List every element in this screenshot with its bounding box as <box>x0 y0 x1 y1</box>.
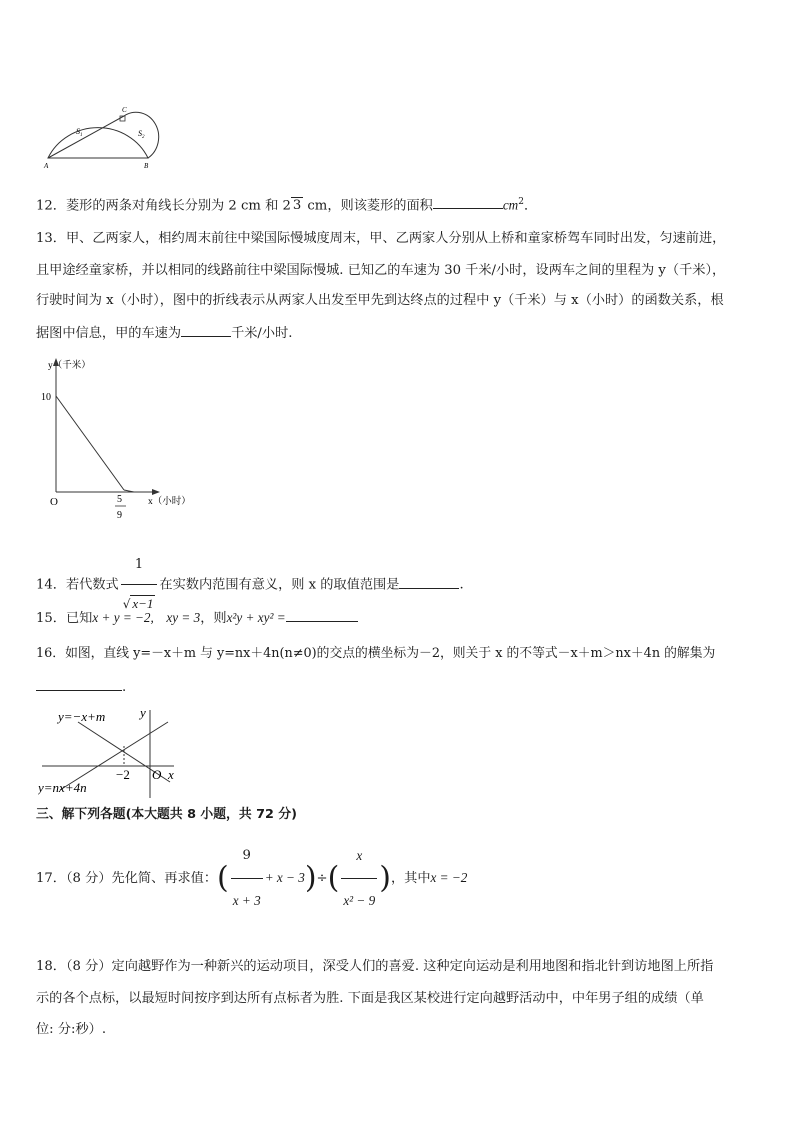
fraction-q14: $\frac{1}{√ x-1}$ <box>121 546 158 624</box>
label-line1: y=−x+m <box>58 709 106 724</box>
label-s2: $S_2$ <box>138 129 145 140</box>
question-13-line2: 且甲途经童家桥，并以相同的线路前往中梁国际慢城. 已知乙的车速为 30 千米/小时，设两车之间的里程为 y（千米）， <box>36 263 726 278</box>
question-16-line2: . <box>36 677 126 697</box>
chord-ac <box>48 116 124 158</box>
origin-label: O <box>50 496 58 508</box>
question-18-line1: 18．（8 分）定向越野作为一种新兴的运动项目，深受人们的喜爱. 这种定向运动是利用地图和指北针到访地图上所指 <box>36 959 714 974</box>
section-3-title: 三、解下列各题(本大题共 8 小题，共 72 分) <box>36 807 297 822</box>
fraction-q17-2: $\frac{x}{\text{x² − 9}}$ <box>341 834 377 923</box>
question-18-line3: 位: 分:秒）. <box>36 1022 107 1037</box>
question-17: 17．（8 分）先化简、再求值：( $\frac{9}{x + 3}$ + x − 3)÷( $\frac{x}{\text{x² − 9}}$ )，其中x = −2 <box>36 834 467 923</box>
label-b: B <box>144 162 149 170</box>
question-13-line3: 行驶时间为 x（小时），图中的折线表示从两家人出发至甲先到达终点的过程中 y（千米）与 x（小时）的函数关系，根 <box>36 293 724 308</box>
question-12: 12．菱形的两条对角线长分别为 2 cm 和 2 3 cm，则该菱形的面积 $cm^2$． <box>36 197 538 214</box>
tick-10: 10 <box>41 392 51 403</box>
x-axis-label: x（小时） <box>148 497 191 507</box>
y-label: y <box>140 705 146 720</box>
question-16-line1: 16．如图，直线 y=－x＋m 与 y=nx＋4n(n≠0)的交点的横坐标为－2，则关于 x 的不等式－x＋m＞nx＋4n 的解集为 <box>36 646 716 661</box>
answer-blank-14[interactable] <box>399 575 459 589</box>
figure-q16 <box>38 700 188 800</box>
answer-blank-15[interactable] <box>286 608 358 622</box>
answer-blank-16[interactable] <box>36 677 122 691</box>
origin-label: O <box>152 767 162 782</box>
figure-q13 <box>38 352 218 532</box>
semicircle-ab <box>48 128 148 158</box>
question-13-line1: 13．甲、乙两家人，相约周末前往中梁国际慢城度周末，甲、乙两家人分别从上桥和童家桥驾车同时出发，匀速前进， <box>36 231 726 246</box>
x-tick-denominator: 9 <box>117 510 122 521</box>
answer-blank-13[interactable] <box>181 323 231 337</box>
label-a: A <box>44 162 49 170</box>
question-13-line4: 据图中信息，甲的车速为 千米/小时. <box>36 323 292 343</box>
y-axis-label: y（千米） <box>48 361 91 371</box>
label-s1: $S_1$ <box>76 127 83 138</box>
tick-minus-2: −2 <box>116 767 130 782</box>
question-18-line2: 示的各个点标，以最短时间按序到达所有点标者为胜. 下面是我区某校进行定向越野活动中，中年男子组的成绩（单 <box>36 991 704 1006</box>
question-14: 14．若代数式 $\frac{1}{√ x-1}$ 在实数内范围有意义，则 x 的取值范围是 . <box>36 546 464 624</box>
figure-q12 <box>40 92 165 174</box>
x-tick-numerator: 5 <box>117 494 122 505</box>
x-label: x <box>168 767 174 782</box>
question-15: 15．已知x + y = −2, xy = 3，则x²y + xy² = <box>36 608 358 628</box>
label-c: C <box>122 106 127 114</box>
label-line2: y=nx+4n <box>38 780 87 795</box>
fraction-q17-1: $\frac{9}{x + 3}$ <box>231 834 263 923</box>
answer-blank-12[interactable] <box>433 195 503 209</box>
graph-line <box>56 396 124 490</box>
x-axis-arrow <box>152 489 160 495</box>
